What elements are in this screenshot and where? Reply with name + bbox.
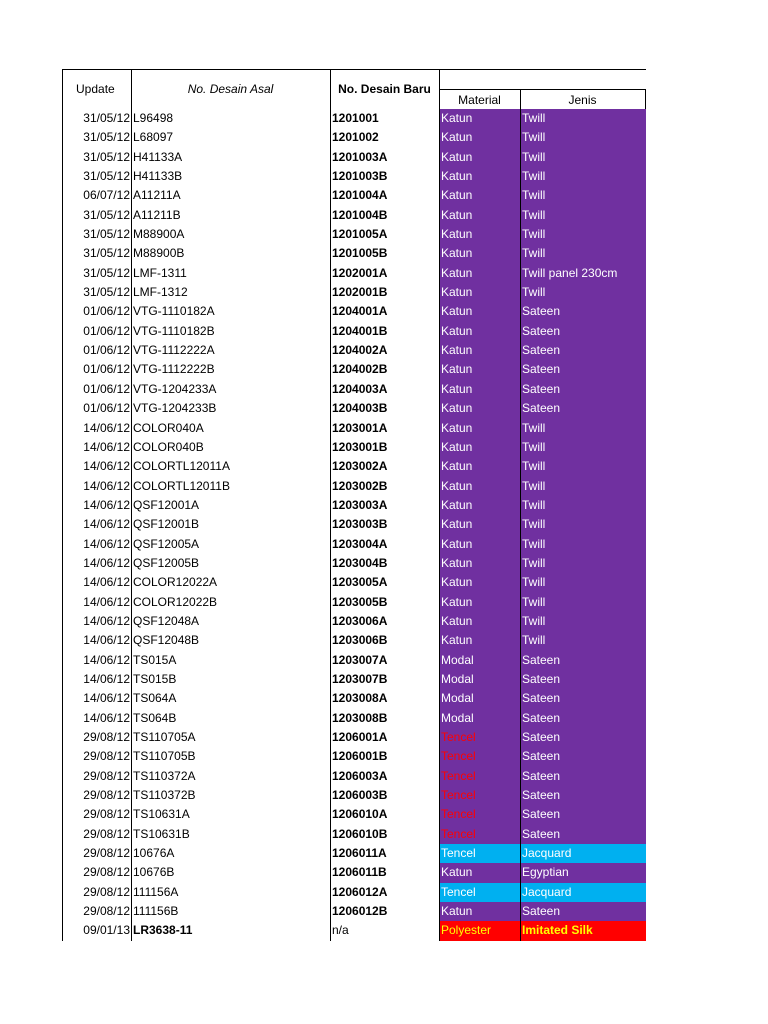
cell-material[interactable]: Tencel [439, 786, 520, 805]
cell-no-desain-asal[interactable]: H41133A [131, 148, 330, 167]
spreadsheet [62, 69, 646, 941]
cell-no-desain-asal[interactable]: COLOR12022B [131, 593, 330, 612]
table-row [62, 709, 646, 728]
cell-no-desain-baru[interactable]: 1206011A [330, 844, 439, 863]
cell-material[interactable]: Katun [439, 360, 520, 379]
cell-jenis[interactable]: Twill [520, 496, 646, 515]
cell-jenis[interactable]: Twill [520, 573, 646, 592]
cell-update[interactable]: 31/05/12 [83, 246, 130, 261]
cell-no-desain-baru[interactable]: 1203006A [330, 612, 439, 631]
cell-no-desain-asal[interactable]: COLOR12022A [131, 573, 330, 592]
cell-material[interactable]: Katun [439, 148, 520, 167]
cell-material[interactable]: Katun [439, 496, 520, 515]
header-material[interactable]: Material [439, 89, 521, 109]
cell-no-desain-baru[interactable]: 1201003A [330, 148, 439, 167]
cell-no-desain-baru[interactable]: 1203007B [330, 670, 439, 689]
table-row [62, 148, 646, 167]
cell-material[interactable]: Katun [439, 322, 520, 341]
cell-no-desain-baru[interactable]: 1202001B [330, 283, 439, 302]
cell-update[interactable]: 14/06/12 [83, 613, 130, 628]
table-row [62, 805, 646, 824]
cell-material[interactable]: Katun [439, 573, 520, 592]
cell-no-desain-asal[interactable]: LMF-1311 [131, 264, 330, 283]
cell-update[interactable]: 14/06/12 [83, 497, 130, 512]
cell-update[interactable]: 31/05/12 [83, 169, 130, 184]
cell-no-desain-baru[interactable]: 1202001A [330, 264, 439, 283]
table-row [62, 631, 646, 650]
cell-material[interactable]: Modal [439, 670, 520, 689]
cell-no-desain-asal[interactable]: 111156A [131, 883, 330, 902]
cell-material[interactable]: Katun [439, 109, 520, 128]
cell-material[interactable]: Tencel [439, 883, 520, 902]
cell-jenis[interactable]: Sateen [520, 709, 646, 728]
cell-no-desain-asal[interactable]: QSF12048B [131, 631, 330, 650]
cell-jenis[interactable]: Sateen [520, 747, 646, 766]
cell-no-desain-baru[interactable]: 1204001A [330, 302, 439, 321]
table-row [62, 419, 646, 438]
cell-jenis[interactable]: Egyptian [520, 863, 646, 882]
cell-update[interactable]: 09/01/13 [83, 923, 130, 938]
cell-jenis[interactable]: Sateen [520, 805, 646, 824]
cell-no-desain-baru[interactable]: 1201004A [330, 186, 439, 205]
cell-material[interactable]: Katun [439, 283, 520, 302]
cell-no-desain-baru[interactable]: 1204002A [330, 341, 439, 360]
cell-no-desain-baru[interactable]: 1203008B [330, 709, 439, 728]
cell-material[interactable]: Katun [439, 225, 520, 244]
table-row [62, 225, 646, 244]
cell-material[interactable]: Katun [439, 264, 520, 283]
cell-no-desain-baru[interactable]: 1206001A [330, 728, 439, 747]
cell-no-desain-baru[interactable]: 1204003B [330, 399, 439, 418]
cell-jenis[interactable]: Twill [520, 457, 646, 476]
cell-jenis[interactable]: Twill [520, 515, 646, 534]
cell-update[interactable]: 14/06/12 [83, 536, 130, 551]
table-row [62, 477, 646, 496]
cell-no-desain-asal[interactable]: VTG-1112222A [131, 341, 330, 360]
cell-no-desain-baru[interactable]: 1201001 [330, 109, 439, 128]
cell-jenis[interactable]: Sateen [520, 767, 646, 786]
cell-jenis[interactable]: Twill [520, 128, 646, 147]
cell-update[interactable]: 14/06/12 [83, 459, 130, 474]
header-no-desain-baru[interactable]: No. Desain Baru [330, 69, 440, 109]
cell-update[interactable]: 14/06/12 [83, 594, 130, 609]
cell-jenis[interactable]: Twill [520, 631, 646, 650]
cell-update[interactable]: 14/06/12 [83, 652, 130, 667]
cell-no-desain-asal[interactable]: TS015B [131, 670, 330, 689]
cell-no-desain-asal[interactable]: LR3638-11 [131, 921, 330, 940]
table-row [62, 786, 646, 805]
cell-material[interactable]: Katun [439, 515, 520, 534]
cell-no-desain-asal[interactable]: VTG-1110182B [131, 322, 330, 341]
cell-no-desain-asal[interactable]: LMF-1312 [131, 283, 330, 302]
cell-update[interactable]: 14/06/12 [83, 478, 130, 493]
cell-material[interactable]: Katun [439, 128, 520, 147]
cell-material[interactable]: Katun [439, 612, 520, 631]
cell-no-desain-asal[interactable]: VTG-1204233A [131, 380, 330, 399]
cell-update[interactable]: 29/08/12 [83, 904, 130, 919]
cell-no-desain-baru[interactable]: 1206001B [330, 747, 439, 766]
cell-jenis[interactable]: Sateen [520, 902, 646, 921]
table-row [62, 728, 646, 747]
table-row [62, 593, 646, 612]
cell-material[interactable]: Katun [439, 341, 520, 360]
cell-update[interactable]: 14/06/12 [83, 439, 130, 454]
cell-no-desain-baru[interactable]: 1206010B [330, 825, 439, 844]
table-row [62, 689, 646, 708]
cell-update[interactable]: 31/05/12 [83, 285, 130, 300]
cell-no-desain-baru[interactable]: 1206011B [330, 863, 439, 882]
cell-no-desain-asal[interactable]: TS064A [131, 689, 330, 708]
cell-no-desain-asal[interactable]: L68097 [131, 128, 330, 147]
cell-update[interactable]: 14/06/12 [83, 710, 130, 725]
cell-update[interactable]: 31/05/12 [83, 227, 130, 242]
table-row [62, 341, 646, 360]
cell-jenis[interactable]: Twill [520, 167, 646, 186]
cell-material[interactable]: Katun [439, 554, 520, 573]
cell-no-desain-baru[interactable]: 1204001B [330, 322, 439, 341]
header-jenis[interactable]: Jenis [520, 89, 646, 109]
cell-update[interactable]: 31/05/12 [83, 111, 130, 125]
cell-no-desain-asal[interactable]: 10676A [131, 844, 330, 863]
cell-no-desain-asal[interactable]: COLORTL12011B [131, 477, 330, 496]
cell-no-desain-baru[interactable]: 1203002B [330, 477, 439, 496]
cell-update[interactable]: 01/06/12 [83, 401, 130, 416]
table-row [62, 457, 646, 476]
table-row [62, 825, 646, 844]
table-row [62, 380, 646, 399]
cell-no-desain-asal[interactable]: COLORTL12011A [131, 457, 330, 476]
cell-material[interactable]: Tencel [439, 767, 520, 786]
table-body [62, 109, 646, 941]
table-row [62, 921, 646, 940]
cell-no-desain-baru[interactable]: 1206010A [330, 805, 439, 824]
header-row [62, 69, 646, 109]
table-row [62, 883, 646, 902]
table-row [62, 844, 646, 863]
cell-update[interactable]: 14/06/12 [83, 691, 130, 706]
cell-material[interactable]: Katun [439, 631, 520, 650]
cell-update[interactable]: 14/06/12 [83, 575, 130, 590]
table-row [62, 496, 646, 515]
cell-no-desain-baru[interactable]: 1203004A [330, 535, 439, 554]
cell-no-desain-asal[interactable]: A11211A [131, 186, 330, 205]
cell-no-desain-asal[interactable]: M88900A [131, 225, 330, 244]
cell-no-desain-baru[interactable]: 1201003B [330, 167, 439, 186]
cell-update[interactable]: 29/08/12 [83, 807, 130, 822]
cell-jenis[interactable]: Sateen [520, 322, 646, 341]
cell-no-desain-baru[interactable]: 1203004B [330, 554, 439, 573]
table-row [62, 283, 646, 302]
cell-no-desain-baru[interactable]: n/a [330, 921, 439, 940]
cell-no-desain-baru[interactable]: 1201004B [330, 206, 439, 225]
table-row [62, 554, 646, 573]
cell-no-desain-asal[interactable]: TS110705A [131, 728, 330, 747]
cell-no-desain-baru[interactable]: 1201002 [330, 128, 439, 147]
cell-no-desain-baru[interactable]: 1206003A [330, 767, 439, 786]
cell-no-desain-asal[interactable]: M88900B [131, 244, 330, 263]
cell-no-desain-asal[interactable]: TS110705B [131, 747, 330, 766]
table-row [62, 167, 646, 186]
cell-update[interactable]: 14/06/12 [83, 517, 130, 532]
table-row [62, 264, 646, 283]
cell-jenis[interactable]: Sateen [520, 651, 646, 670]
cell-no-desain-baru[interactable]: 1203003A [330, 496, 439, 515]
cell-no-desain-baru[interactable]: 1203002A [330, 457, 439, 476]
cell-no-desain-asal[interactable]: TS110372A [131, 767, 330, 786]
cell-no-desain-asal[interactable]: TS110372B [131, 786, 330, 805]
cell-no-desain-asal[interactable]: VTG-1204233B [131, 399, 330, 418]
cell-no-desain-baru[interactable]: 1204002B [330, 360, 439, 379]
cell-jenis[interactable]: Sateen [520, 728, 646, 747]
cell-no-desain-baru[interactable]: 1203003B [330, 515, 439, 534]
cell-no-desain-asal[interactable]: 111156B [131, 902, 330, 921]
cell-no-desain-baru[interactable]: 1203005B [330, 593, 439, 612]
cell-jenis[interactable]: Jacquard [520, 883, 646, 902]
cell-no-desain-baru[interactable]: 1204003A [330, 380, 439, 399]
cell-material[interactable]: Katun [439, 186, 520, 205]
cell-jenis[interactable]: Sateen [520, 689, 646, 708]
cell-material[interactable]: Katun [439, 302, 520, 321]
cell-jenis[interactable]: Twill [520, 554, 646, 573]
cell-update[interactable]: 01/06/12 [83, 304, 130, 319]
table-row [62, 902, 646, 921]
cell-update[interactable]: 06/07/12 [83, 188, 130, 203]
cell-no-desain-asal[interactable]: H41133B [131, 167, 330, 186]
cell-no-desain-asal[interactable]: QSF12005A [131, 535, 330, 554]
cell-no-desain-asal[interactable]: 10676B [131, 863, 330, 882]
cell-no-desain-asal[interactable]: QSF12001B [131, 515, 330, 534]
cell-no-desain-asal[interactable]: VTG-1112222B [131, 360, 330, 379]
cell-no-desain-baru[interactable]: 1201005A [330, 225, 439, 244]
cell-material[interactable]: Modal [439, 709, 520, 728]
cell-jenis[interactable]: Twill panel 230cm [520, 264, 646, 283]
cell-update[interactable]: 31/05/12 [83, 130, 130, 145]
cell-material[interactable]: Polyester [439, 921, 520, 940]
cell-no-desain-baru[interactable]: 1206003B [330, 786, 439, 805]
cell-update[interactable]: 29/08/12 [83, 826, 130, 841]
table-row [62, 399, 646, 418]
cell-material[interactable]: Katun [439, 399, 520, 418]
table-row [62, 322, 646, 341]
cell-update[interactable]: 01/06/12 [83, 381, 130, 396]
cell-no-desain-baru[interactable]: 1206012B [330, 902, 439, 921]
table-row [62, 747, 646, 766]
table-row [62, 651, 646, 670]
cell-no-desain-baru[interactable]: 1203007A [330, 651, 439, 670]
table-row [62, 128, 646, 147]
cell-no-desain-baru[interactable]: 1203008A [330, 689, 439, 708]
cell-jenis[interactable]: Twill [520, 109, 646, 128]
cell-no-desain-asal[interactable]: QSF12005B [131, 554, 330, 573]
cell-jenis[interactable]: Twill [520, 438, 646, 457]
cell-material[interactable]: Katun [439, 477, 520, 496]
cell-no-desain-asal[interactable]: COLOR040B [131, 438, 330, 457]
left-border [62, 109, 63, 941]
cell-material[interactable]: Tencel [439, 825, 520, 844]
cell-no-desain-asal[interactable]: QSF12048A [131, 612, 330, 631]
cell-update[interactable]: 14/06/12 [83, 671, 130, 686]
cell-no-desain-baru[interactable]: 1203001A [330, 419, 439, 438]
cell-no-desain-asal[interactable]: L96498 [131, 109, 330, 128]
table-row [62, 767, 646, 786]
cell-no-desain-asal[interactable]: TS10631B [131, 825, 330, 844]
cell-no-desain-baru[interactable]: 1203001B [330, 438, 439, 457]
table-row [62, 438, 646, 457]
cell-update[interactable]: 29/08/12 [83, 749, 130, 764]
cell-material[interactable]: Tencel [439, 844, 520, 863]
cell-jenis[interactable]: Sateen [520, 341, 646, 360]
cell-jenis[interactable]: Sateen [520, 786, 646, 805]
cell-no-desain-baru[interactable]: 1203006B [330, 631, 439, 650]
cell-update[interactable]: 29/08/12 [83, 730, 130, 744]
table-row [62, 206, 646, 225]
cell-update[interactable]: 01/06/12 [83, 343, 130, 358]
cell-update[interactable]: 29/08/12 [83, 865, 130, 880]
cell-update[interactable]: 31/05/12 [83, 265, 130, 280]
cell-material[interactable]: Katun [439, 167, 520, 186]
cell-no-desain-asal[interactable]: TS10631A [131, 805, 330, 824]
cell-jenis[interactable]: Twill [520, 535, 646, 554]
cell-no-desain-baru[interactable]: 1206012A [330, 883, 439, 902]
cell-jenis[interactable]: Sateen [520, 380, 646, 399]
cell-update[interactable]: 14/06/12 [83, 420, 130, 435]
cell-update[interactable]: 14/06/12 [83, 555, 130, 570]
cell-jenis[interactable]: Twill [520, 283, 646, 302]
cell-material[interactable]: Modal [439, 689, 520, 708]
table-row [62, 863, 646, 882]
cell-jenis[interactable]: Twill [520, 419, 646, 438]
cell-no-desain-baru[interactable]: 1201005B [330, 244, 439, 263]
cell-update[interactable]: 29/08/12 [83, 788, 130, 803]
cell-jenis[interactable]: Sateen [520, 360, 646, 379]
cell-update[interactable]: 29/08/12 [83, 768, 130, 783]
cell-material[interactable]: Tencel [439, 747, 520, 766]
header-no-desain-asal[interactable]: No. Desain Asal [131, 69, 331, 109]
table-row [62, 670, 646, 689]
cell-material[interactable]: Tencel [439, 805, 520, 824]
cell-jenis[interactable]: Twill [520, 206, 646, 225]
table-row [62, 535, 646, 554]
cell-material[interactable]: Katun [439, 438, 520, 457]
table-row [62, 109, 646, 128]
cell-no-desain-asal[interactable]: TS064B [131, 709, 330, 728]
table-row [62, 302, 646, 321]
cell-jenis[interactable]: Twill [520, 593, 646, 612]
cell-jenis[interactable]: Sateen [520, 302, 646, 321]
cell-jenis[interactable]: Sateen [520, 670, 646, 689]
cell-material[interactable]: Katun [439, 244, 520, 263]
cell-material[interactable]: Katun [439, 902, 520, 921]
cell-jenis[interactable]: Twill [520, 225, 646, 244]
cell-material[interactable]: Modal [439, 651, 520, 670]
table-row [62, 186, 646, 205]
cell-no-desain-asal[interactable]: A11211B [131, 206, 330, 225]
cell-material[interactable]: Katun [439, 380, 520, 399]
cell-update[interactable]: 31/05/12 [83, 207, 130, 222]
cell-material[interactable]: Katun [439, 419, 520, 438]
cell-update[interactable]: 01/06/12 [83, 323, 130, 338]
cell-update[interactable]: 31/05/12 [83, 149, 130, 164]
cell-jenis[interactable]: Twill [520, 612, 646, 631]
cell-material[interactable]: Katun [439, 457, 520, 476]
cell-no-desain-asal[interactable]: VTG-1110182A [131, 302, 330, 321]
table-row [62, 612, 646, 631]
cell-no-desain-asal[interactable]: QSF12001A [131, 496, 330, 515]
cell-update[interactable]: 29/08/12 [83, 884, 130, 899]
cell-no-desain-asal[interactable]: TS015A [131, 651, 330, 670]
cell-no-desain-asal[interactable]: COLOR040A [131, 419, 330, 438]
cell-update[interactable]: 01/06/12 [83, 362, 130, 377]
cell-update[interactable]: 14/06/12 [83, 633, 130, 648]
cell-jenis[interactable]: Jacquard [520, 844, 646, 863]
cell-jenis[interactable]: Twill [520, 148, 646, 167]
cell-jenis[interactable]: Sateen [520, 825, 646, 844]
table-row [62, 573, 646, 592]
cell-material[interactable]: Katun [439, 863, 520, 882]
cell-update[interactable]: 29/08/12 [83, 846, 130, 861]
cell-jenis[interactable]: Twill [520, 186, 646, 205]
header-group-cell[interactable] [439, 69, 646, 89]
cell-material[interactable]: Katun [439, 206, 520, 225]
cell-jenis[interactable]: Twill [520, 244, 646, 263]
cell-jenis[interactable]: Twill [520, 477, 646, 496]
cell-material[interactable]: Katun [439, 535, 520, 554]
cell-material[interactable]: Katun [439, 593, 520, 612]
table-row [62, 244, 646, 263]
cell-jenis[interactable]: Imitated Silk [520, 921, 646, 940]
cell-jenis[interactable]: Sateen [520, 399, 646, 418]
cell-material[interactable]: Tencel [439, 728, 520, 747]
table-row [62, 515, 646, 534]
table-row [62, 360, 646, 379]
header-update[interactable]: Update [62, 69, 132, 109]
cell-no-desain-baru[interactable]: 1203005A [330, 573, 439, 592]
